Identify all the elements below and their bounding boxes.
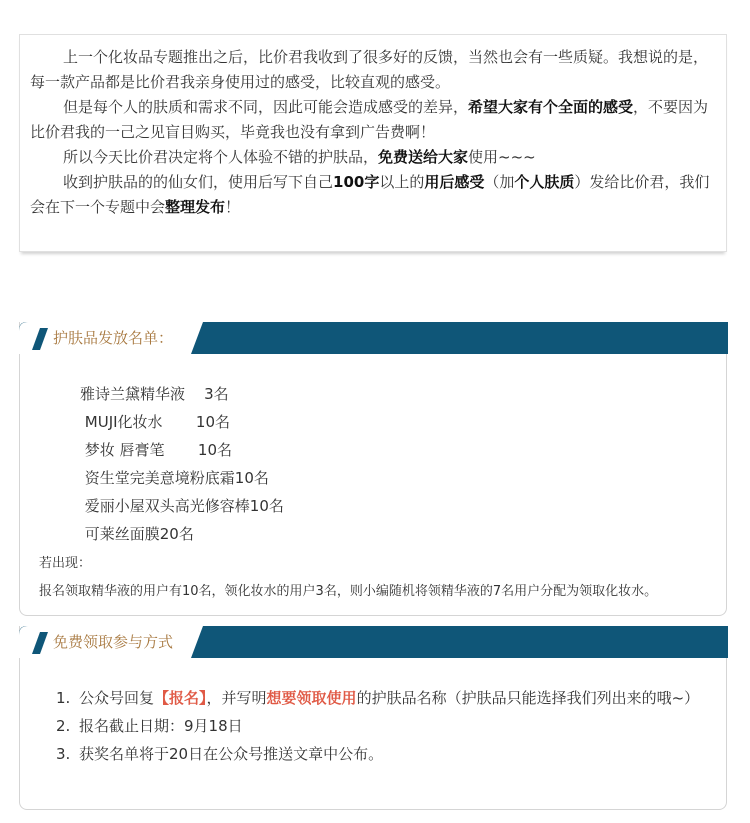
intro-paragraph-3: 所以今天比价君决定将个人体验不错的护肤品，免费送给大家使用~~~: [63, 148, 536, 166]
prize-item: 可莱丝面膜20名: [80, 525, 194, 543]
participation-card: [19, 626, 727, 810]
step-item: [56, 740, 716, 768]
step-item: [56, 684, 716, 712]
step-number: 3.: [56, 745, 71, 763]
prize-item: MUJI化妆水 10名: [80, 413, 231, 431]
prize-item: 梦妆 唇膏笔 10名: [80, 441, 233, 459]
note-heading: 若出现：: [39, 556, 92, 571]
intro-box: [19, 34, 727, 252]
section-header: [19, 626, 728, 658]
intro-paragraph-4: 收到护肤品的的仙女们，使用后写下自己100字以上的用后感受（加个人肤质）发给比价君，我们会在下一个专题中会整理发布！: [30, 173, 710, 216]
step-item: [56, 712, 716, 740]
note-text: 报名领取精华液的用户有10名，领化妆水的用户3名，则小编随机将领精华液的7名用户分配为领取化妆水。: [39, 584, 658, 599]
step-number: 1.: [56, 689, 71, 707]
step-text: 获奖名单将于20日在公众号推送文章中公布。: [79, 745, 384, 763]
step-text: 公众号回复【报名】，并写明想要领取使用的护肤品名称（护肤品只能选择我们列出来的哦~）: [79, 689, 700, 707]
step-text: 报名截止日期：9月18日: [79, 717, 243, 735]
intro-paragraph-2: 但是每个人的肤质和需求不同，因此可能会造成感受的差异，希望大家有个全面的感受，不要因为比价君我的一己之见盲目购买，毕竟我也没有拿到广告费啊！: [30, 98, 709, 141]
steps-list: [56, 684, 716, 768]
step-number: 2.: [56, 717, 71, 735]
prize-list-card: [19, 322, 727, 616]
section-header: [19, 322, 728, 354]
intro-paragraph-1: 上一个化妆品专题推出之后，比价君我收到了很多好的反馈，当然也会有一些质疑。我想说的是，每一款产品都是比价君我亲身使用过的感受，比较直观的感受。: [30, 48, 709, 91]
prize-list: [80, 380, 284, 548]
prize-item: 资生堂完美意境粉底霜10名: [80, 469, 269, 487]
prize-item: 爱丽小屋双头高光修容棒10名: [80, 497, 284, 515]
prize-item: 雅诗兰黛精华液 3名: [80, 385, 229, 403]
section-title: 护肤品发放名单：: [53, 329, 174, 347]
section-title: 免费领取参与方式: [53, 633, 174, 651]
